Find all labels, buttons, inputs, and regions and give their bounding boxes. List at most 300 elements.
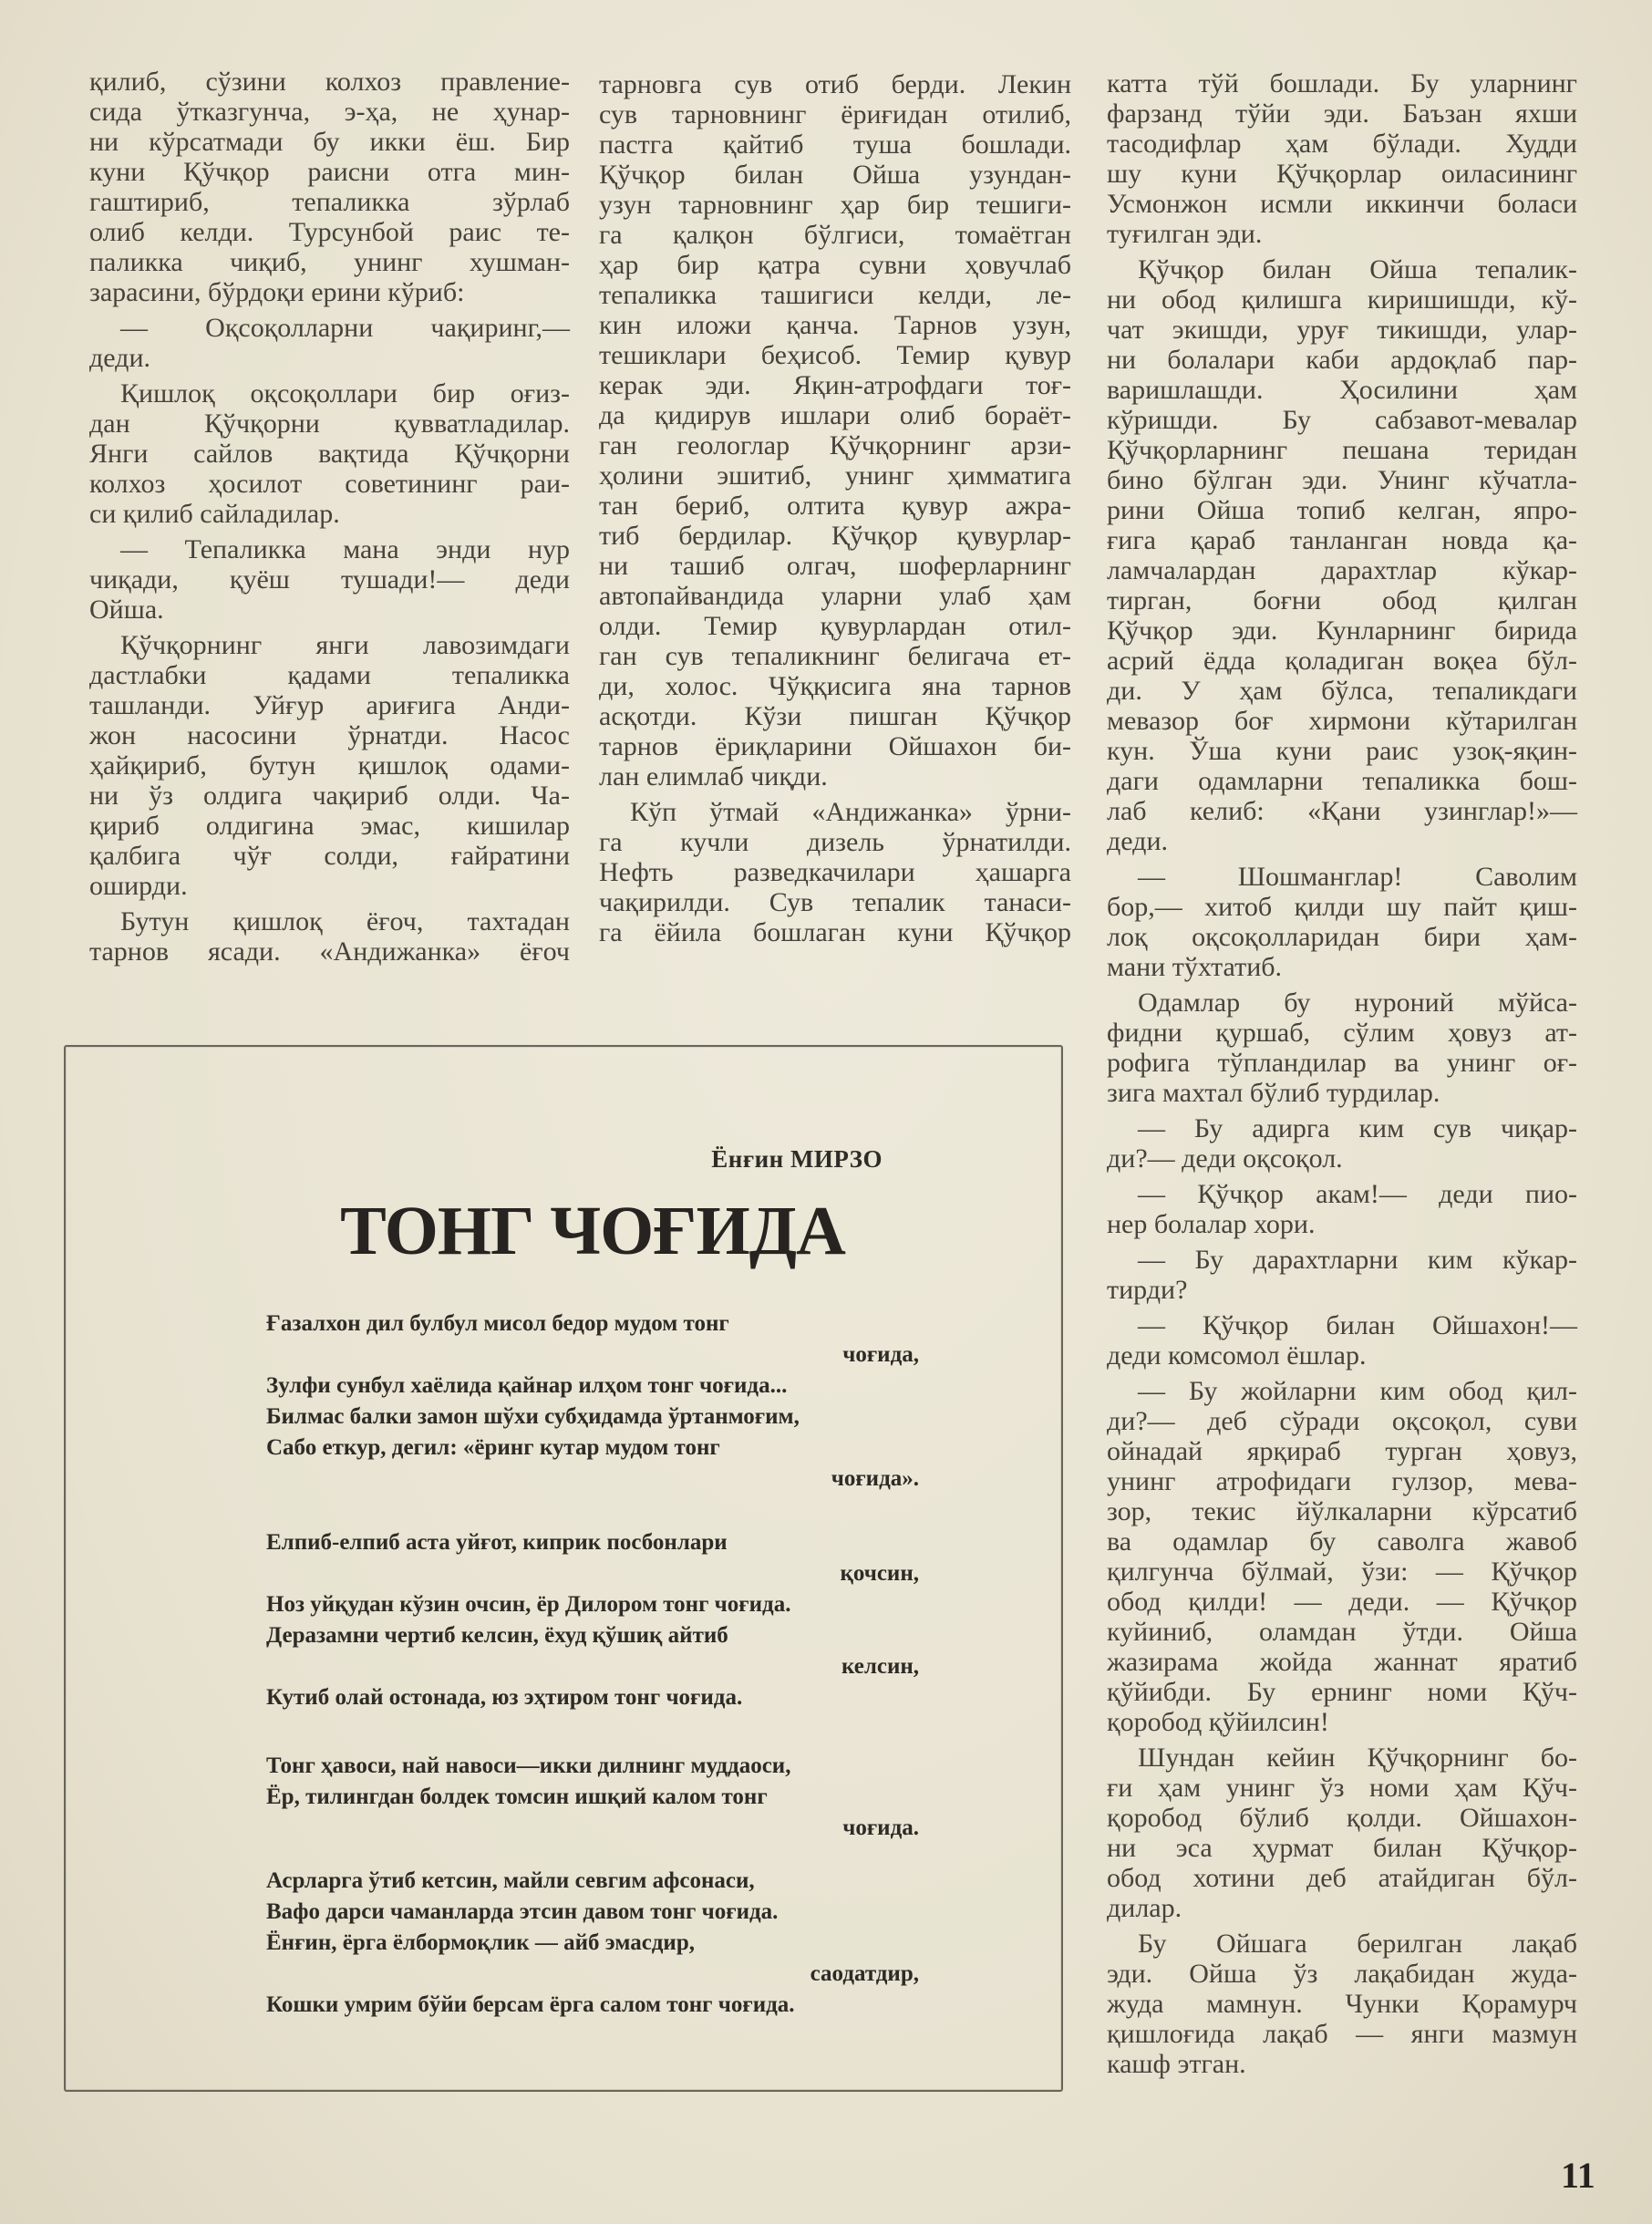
- text-line: [1107, 706, 1577, 736]
- text-line: [1107, 1929, 1577, 1959]
- text-line: [1107, 1179, 1577, 1209]
- text-line: [599, 671, 1071, 701]
- text-line: [1107, 219, 1577, 249]
- text-line-content: бор,— хитоб қилди шу пайт қиш-: [1107, 892, 1577, 922]
- text-line-content: эди. Ойша ўз лақабидан жуда-: [1107, 1959, 1577, 1989]
- text-line-content: Ойша.: [89, 595, 164, 625]
- text-line-content: га қалқон бўлгиси, томаётган: [599, 220, 1071, 250]
- verse-text: Ноз уйқудан кўзин очсин, ёр Дилором тонг чоғида.: [266, 1592, 791, 1617]
- text-line: [599, 761, 1071, 791]
- text-line: [1107, 676, 1577, 706]
- text-line-content: кўришди. Бу сабзавот-мевалар: [1107, 405, 1577, 435]
- text-line: [89, 313, 570, 343]
- text-line: [1107, 1436, 1577, 1466]
- text-column-2: [599, 69, 1071, 953]
- text-line: [599, 190, 1071, 220]
- text-line-content: си қилиб сайладилар.: [89, 499, 340, 529]
- verse-line: [266, 1928, 919, 1959]
- text-line: [1107, 1557, 1577, 1587]
- verse-text: Кутиб олай остонада, юз эҳтиром тонг чоғида.: [266, 1685, 743, 1710]
- text-line-content: ни ўз олдига чақириб олди. Ча-: [89, 781, 570, 811]
- poem-stanza: [266, 1527, 919, 1713]
- text-line: [1107, 495, 1577, 525]
- verse-line: [266, 1682, 919, 1713]
- text-line: [1107, 1406, 1577, 1436]
- text-line: [1107, 345, 1577, 375]
- text-line: [1107, 1526, 1577, 1557]
- text-line: [1107, 892, 1577, 922]
- verse-line: [266, 1866, 919, 1897]
- text-line-content: Нефть разведкачилари ҳашарга: [599, 857, 1071, 887]
- text-line-content: зор, текис йўлкаларни кўрсатиб: [1107, 1496, 1577, 1526]
- verse-text: Вафо дарси чаманларда этсин давом тонг чоғида.: [266, 1899, 779, 1924]
- text-line-content: лаб келиб: «Қани узинглар!»—: [1107, 796, 1577, 826]
- text-line-content: ди, холос. Чўққисига яна тарнов: [599, 671, 1071, 701]
- text-line-content: фарзанд тўйи эди. Баъзан яхши: [1107, 98, 1577, 129]
- text-line-content: шу куни Қўчқорлар оиласининг: [1107, 159, 1577, 189]
- paragraph: [1107, 1929, 1577, 2079]
- text-line: [1107, 1143, 1577, 1174]
- paragraph: [89, 378, 570, 529]
- text-line: [1107, 1959, 1577, 1989]
- text-line: [599, 641, 1071, 671]
- verse-wrap-text: келсин,: [841, 1654, 919, 1679]
- text-line-content: Кўп ўтмай «Андижанка» ўрни-: [630, 797, 1071, 827]
- text-line: [89, 343, 570, 373]
- text-line-content: — Тепаликка мана энди нур: [120, 534, 570, 564]
- text-line-content: тарнов ясади. «Андижанка» ёғоч: [89, 936, 570, 967]
- text-line: [1107, 1340, 1577, 1371]
- text-line-content: Одамлар бу нуроний мўйса-: [1138, 988, 1577, 1018]
- text-line: [599, 400, 1071, 430]
- text-line: [599, 370, 1071, 400]
- verse-line: [266, 1309, 919, 1340]
- text-line: [599, 250, 1071, 280]
- text-line: [1107, 284, 1577, 315]
- text-line: [1107, 1496, 1577, 1526]
- text-line: [89, 439, 570, 469]
- text-line: [1107, 2049, 1577, 2079]
- text-line: [599, 551, 1071, 581]
- text-line-content: ламчалардан дарахтлар кўкар-: [1107, 555, 1577, 585]
- text-line-content: зарасини, бўрдоқи ерини кўриб:: [89, 277, 465, 307]
- text-line-content: Қўчқор эди. Кунларнинг бирида: [1107, 615, 1577, 646]
- verse-line: [266, 1589, 919, 1620]
- verse-line-wrap: [266, 1959, 919, 1990]
- paragraph: [599, 797, 1071, 947]
- text-line: [1107, 405, 1577, 435]
- text-line: [89, 841, 570, 871]
- text-line-content: ҳолини эшитиб, унинг ҳимматига: [599, 460, 1071, 491]
- text-line-content: ғи ҳам унинг ўз номи ҳам Қўч-: [1107, 1773, 1577, 1803]
- text-line-content: бино бўлган эди. Унинг кўчатла-: [1107, 465, 1577, 495]
- paragraph: [89, 534, 570, 625]
- text-line: [1107, 2019, 1577, 2049]
- verse-text: Зулфи сунбул хаёлида қайнар илҳом тонг чоғида...: [266, 1373, 788, 1398]
- verse-line-wrap: [266, 1651, 919, 1682]
- verse-line-wrap: [266, 1464, 919, 1495]
- text-line: [1107, 1893, 1577, 1923]
- text-line: [599, 521, 1071, 551]
- text-line-content: асрий ёдда қоладиган воқеа бўл-: [1107, 646, 1577, 676]
- text-line-content: га кучли дизель ўрнатилди.: [599, 827, 1071, 857]
- text-line-content: колхоз ҳосилот советининг раи-: [89, 469, 570, 499]
- text-line: [1107, 129, 1577, 159]
- text-line: [89, 217, 570, 247]
- text-line-content: тирди?: [1107, 1275, 1188, 1305]
- text-line: [89, 499, 570, 529]
- text-line-content: Бутун қишлоқ ёғоч, тахтадан: [120, 906, 570, 936]
- text-line-content: Қишлоқ оқсоқоллари бир оғиз-: [120, 378, 570, 409]
- text-line-content: обод қилди! — деди. — Қўчқор: [1107, 1587, 1577, 1617]
- paragraph: [1107, 1179, 1577, 1239]
- text-line: [599, 797, 1071, 827]
- text-line: [599, 491, 1071, 521]
- verse-text: Билмас балки замон шўхи субҳидамда ўртанмоғим,: [266, 1404, 800, 1429]
- text-line: [599, 701, 1071, 731]
- paragraph: [1107, 1743, 1577, 1923]
- text-line-content: рофига тўпландилар ва унинг оғ-: [1107, 1048, 1577, 1078]
- text-line: [89, 720, 570, 750]
- text-line-content: рини Ойша топиб келган, япро-: [1107, 495, 1577, 525]
- text-line-content: ди?— деб сўради оқсоқол, суви: [1107, 1406, 1577, 1436]
- text-column-1: [89, 67, 570, 972]
- text-line: [1107, 1707, 1577, 1737]
- text-line-content: зига махтал бўлиб турдилар.: [1107, 1078, 1440, 1108]
- text-line: [1107, 98, 1577, 129]
- text-line: [1107, 585, 1577, 615]
- text-line: [1107, 1773, 1577, 1803]
- text-line: [89, 187, 570, 217]
- verse-line: [266, 1402, 919, 1433]
- text-line-content: автопайвандида уларни улаб ҳам: [599, 581, 1071, 611]
- text-line-content: Қўчқорларнинг пешана теридан: [1107, 435, 1577, 465]
- text-line-content: қоробод бўлиб қолди. Ойшахон-: [1107, 1803, 1577, 1833]
- text-line: [89, 277, 570, 307]
- text-line: [89, 936, 570, 967]
- text-line: [599, 160, 1071, 190]
- text-line-content: катта тўй бошлади. Бу уларнинг: [1107, 68, 1577, 98]
- text-line-content: Қўчқор билан Ойша узундан-: [599, 160, 1071, 190]
- text-line: [1107, 315, 1577, 345]
- text-line: [1107, 1245, 1577, 1275]
- paragraph: [1107, 988, 1577, 1108]
- text-line: [599, 430, 1071, 460]
- text-line: [89, 157, 570, 187]
- text-line-content: жазирама жойда жаннат яратиб: [1107, 1647, 1577, 1677]
- text-line-content: Бу Ойшага берилган лақаб: [1138, 1929, 1577, 1959]
- text-line-content: асқотди. Кўзи пишган Қўчқор: [599, 701, 1071, 731]
- text-line-content: тиб бердилар. Қўчқор қувурлар-: [599, 521, 1071, 551]
- text-line-content: тешиклари беҳисоб. Темир қувур: [599, 340, 1071, 370]
- text-line-content: ғига қараб танланган новда қа-: [1107, 525, 1577, 555]
- text-line: [1107, 736, 1577, 766]
- verse-text: Ғазалхон дил булбул мисол бедор мудом тонг: [266, 1311, 729, 1336]
- verse-line-wrap: [266, 1813, 919, 1844]
- text-line-content: паликка чиқиб, унинг хушман-: [89, 247, 570, 277]
- text-line-content: мани тўхтатиб.: [1107, 952, 1283, 982]
- text-line-content: чиқади, қуёш тушади!— деди: [89, 564, 570, 595]
- text-line: [1107, 988, 1577, 1018]
- text-line: [1107, 922, 1577, 952]
- text-line-content: ойнадай ярқираб турган ҳовуз,: [1107, 1436, 1577, 1466]
- text-line-content: деди комсомол ёшлар.: [1107, 1340, 1367, 1371]
- text-line-content: Қўчқор билан Ойша тепалик-: [1138, 254, 1577, 284]
- verse-text: Ёнғин, ёрга ёлбормоқлик — айб эмасдир,: [266, 1930, 695, 1955]
- text-line-content: дан Қўчқорни қувватладилар.: [89, 409, 570, 439]
- text-line-content: қилиб, сўзини колхоз правление-: [89, 67, 570, 97]
- text-line: [1107, 1863, 1577, 1893]
- text-line-content: олиб келди. Турсунбой раис те-: [89, 217, 570, 247]
- text-line-content: жон насосини ўрнатди. Насос: [89, 720, 570, 750]
- text-line-content: — Бу дарахтларни ким кўкар-: [1138, 1245, 1577, 1275]
- text-line: [1107, 1803, 1577, 1833]
- text-line: [599, 731, 1071, 761]
- text-line-content: Қўчқорнинг янги лавозимдаги: [120, 630, 570, 660]
- text-line-content: лан елимлаб чиқди.: [599, 761, 828, 791]
- text-line-content: қўйибди. Бу ернинг номи Қўч-: [1107, 1677, 1577, 1707]
- text-line: [89, 564, 570, 595]
- text-line: [599, 280, 1071, 310]
- text-line: [1107, 525, 1577, 555]
- text-line: [89, 247, 570, 277]
- text-line-content: тан бериб, олтита қувур ажра-: [599, 491, 1071, 521]
- text-line-content: қоробод қўйилсин!: [1107, 1707, 1329, 1737]
- verse-text: Асрларга ўтиб кетсин, майли севгим афсонаси,: [266, 1868, 755, 1893]
- text-line: [89, 750, 570, 781]
- text-line-content: мевазор боғ хирмони кўтарилган: [1107, 706, 1577, 736]
- text-line: [599, 887, 1071, 917]
- text-line: [1107, 1833, 1577, 1863]
- text-line-content: қилгунча бўлмай, ўзи: — Қўчқор: [1107, 1557, 1577, 1587]
- text-line-content: — Оқсоқолларни чақиринг,—: [120, 313, 570, 343]
- poem-stanza: [266, 1309, 919, 1495]
- text-line: [1107, 1647, 1577, 1677]
- verse-line: [266, 1782, 919, 1813]
- text-line-content: сида ўтказгунча, э-ҳа, не ҳунар-: [89, 97, 570, 127]
- poem-author: Ёнғин МИРЗО: [711, 1145, 883, 1173]
- text-line: [1107, 254, 1577, 284]
- text-line: [1107, 1376, 1577, 1406]
- text-line-content: Шундан кейин Қўчқорнинг бо-: [1138, 1743, 1577, 1773]
- poem-stanza: [266, 1866, 919, 2021]
- verse-line-wrap: [266, 1340, 919, 1371]
- text-line-content: гаштириб, тепаликка зўрлаб: [89, 187, 570, 217]
- text-line-content: ни ташиб олгач, шоферларнинг: [599, 551, 1071, 581]
- text-line-content: даги одамларни тепаликка бош-: [1107, 766, 1577, 796]
- text-line: [1107, 1587, 1577, 1617]
- text-line: [89, 781, 570, 811]
- text-line: [1107, 1989, 1577, 2019]
- text-line: [89, 127, 570, 157]
- text-line-content: лоқ оқсоқолларидан бири ҳам-: [1107, 922, 1577, 952]
- verse-line: [266, 1990, 919, 2021]
- poem-title: ТОНГ ЧОҒИДА: [340, 1193, 845, 1269]
- text-line: [599, 220, 1071, 250]
- text-line: [89, 97, 570, 127]
- text-line-content: ди. У ҳам бўлса, тепаликдаги: [1107, 676, 1577, 706]
- text-line-content: чат экишди, уруғ тикишди, улар-: [1107, 315, 1577, 345]
- text-line: [599, 129, 1071, 160]
- text-line-content: дастлабки қадами тепаликка: [89, 660, 570, 690]
- text-line: [1107, 1677, 1577, 1707]
- text-line: [1107, 1209, 1577, 1239]
- text-line-content: дилар.: [1107, 1893, 1182, 1923]
- text-line: [1107, 189, 1577, 219]
- verse-text: Тонг ҳавоси, най навоси—икки дилнинг муддаоси,: [266, 1753, 791, 1778]
- text-line-content: ган сув тепаликнинг белигача ет-: [599, 641, 1071, 671]
- text-line: [89, 871, 570, 901]
- verse-wrap-text: чоғида.: [842, 1815, 919, 1840]
- text-line-content: — Шошманглар! Саволим: [1138, 862, 1577, 892]
- text-line: [1107, 159, 1577, 189]
- text-line-content: фидни қуршаб, сўлим ҳовуз ат-: [1107, 1018, 1577, 1048]
- text-line-content: унинг атрофидаги гулзор, мева-: [1107, 1466, 1577, 1496]
- text-line: [89, 409, 570, 439]
- text-line: [89, 906, 570, 936]
- text-line-content: Янги сайлов вақтида Қўчқорни: [89, 439, 570, 469]
- text-line-content: ни болалари каби ардоқлаб пар-: [1107, 345, 1577, 375]
- text-line: [599, 857, 1071, 887]
- text-line: [89, 660, 570, 690]
- text-line-content: узун тарновнинг ҳар бир тешиги-: [599, 190, 1071, 220]
- text-line-content: — Қўчқор билан Ойшахон!—: [1138, 1310, 1577, 1340]
- text-line-content: ҳар бир қатра сувни ҳовучлаб: [599, 250, 1071, 280]
- paragraph: [89, 906, 570, 967]
- text-line-content: олди. Темир қувурлардан отил-: [599, 611, 1071, 641]
- text-line: [1107, 1078, 1577, 1108]
- text-line: [89, 534, 570, 564]
- paragraph: [1107, 1310, 1577, 1371]
- text-line-content: ташланди. Уйғур ариғига Анди-: [89, 690, 570, 720]
- text-line: [89, 630, 570, 660]
- text-line: [599, 340, 1071, 370]
- text-line-content: куйиниб, оламдан ўтди. Ойша: [1107, 1617, 1577, 1647]
- paragraph: [1107, 1245, 1577, 1305]
- text-line: [1107, 555, 1577, 585]
- text-line: [1107, 1617, 1577, 1647]
- paragraph: [1107, 1113, 1577, 1174]
- paragraph: [1107, 254, 1577, 856]
- text-line: [1107, 1113, 1577, 1143]
- text-line-content: куни Қўчқор раисни отга мин-: [89, 157, 570, 187]
- verse-line: [266, 1527, 919, 1558]
- text-line: [1107, 1048, 1577, 1078]
- text-line: [599, 917, 1071, 947]
- text-column-3: [1107, 68, 1577, 2084]
- verse-text: Ёр, тилингдан болдек томсин ишқий калом тонг: [266, 1784, 768, 1809]
- text-line-content: туғилган эди.: [1107, 219, 1263, 249]
- text-line-content: сув тарновнинг ёриғидан отилиб,: [599, 99, 1071, 129]
- text-line: [599, 99, 1071, 129]
- text-line-content: тепаликка ташигиси келди, ле-: [599, 280, 1071, 310]
- text-line: [1107, 1310, 1577, 1340]
- verse-line-wrap: [266, 1558, 919, 1589]
- text-line: [599, 581, 1071, 611]
- text-line-content: Усмонжон исмли иккинчи боласи: [1107, 189, 1577, 219]
- paragraph: [599, 69, 1071, 791]
- verse-line: [266, 1620, 919, 1651]
- text-line-content: деди.: [89, 343, 151, 373]
- text-line-content: — Бу жойларни ким обод қил-: [1138, 1376, 1577, 1406]
- text-line-content: ган геологлар Қўчқорнинг арзи-: [599, 430, 1071, 460]
- text-line-content: га ёйила бошлаган куни Қўчқор: [599, 917, 1071, 947]
- text-line: [1107, 826, 1577, 856]
- text-line-content: тарнов ёриқларини Ойшахон би-: [599, 731, 1071, 761]
- text-line-content: ва одамлар бу саволга жавоб: [1107, 1526, 1577, 1557]
- paragraph: [89, 67, 570, 307]
- text-line: [89, 690, 570, 720]
- text-line-content: тарновга сув отиб берди. Лекин: [599, 69, 1071, 99]
- text-line-content: — Бу адирга ким сув чиқар-: [1138, 1113, 1577, 1143]
- verse-text: Сабо еткур, дегил: «ёринг кутар мудом тонг: [266, 1435, 720, 1460]
- paragraph: [1107, 862, 1577, 982]
- text-line-content: оширди.: [89, 871, 188, 901]
- text-line-content: пастга қайтиб туша бошлади.: [599, 129, 1071, 160]
- text-line-content: варишлашди. Ҳосилини ҳам: [1107, 375, 1577, 405]
- page-number: 11: [1561, 2155, 1595, 2196]
- text-line-content: нер болалар хори.: [1107, 1209, 1316, 1239]
- poem-stanza: [266, 1751, 919, 1844]
- text-line: [89, 378, 570, 409]
- text-line-content: деди.: [1107, 826, 1169, 856]
- text-line-content: — Қўчқор акам!— деди пио-: [1138, 1179, 1577, 1209]
- text-line: [599, 460, 1071, 491]
- text-line-content: да қидирув ишлари олиб бораёт-: [599, 400, 1071, 430]
- text-line: [599, 611, 1071, 641]
- text-line: [1107, 1466, 1577, 1496]
- verse-text: Елпиб-елпиб аста уйғот, киприк посбонлари: [266, 1530, 728, 1555]
- verse-line: [266, 1897, 919, 1928]
- text-line: [89, 469, 570, 499]
- verse-line: [266, 1433, 919, 1464]
- text-line: [1107, 615, 1577, 646]
- text-line: [89, 811, 570, 841]
- verse-text: Деразамни чертиб келсин, ёхуд қўшиқ айтиб: [266, 1623, 728, 1648]
- verse-wrap-text: чоғида,: [842, 1342, 919, 1367]
- text-line-content: обод хотини деб атайдиган бўл-: [1107, 1863, 1577, 1893]
- text-line: [1107, 1018, 1577, 1048]
- paragraph: [1107, 1376, 1577, 1737]
- verse-text: Кошки умрим бўйи берсам ёрга салом тонг чоғида.: [266, 1992, 795, 2017]
- text-line-content: қириб олдигина эмас, кишилар: [89, 811, 570, 841]
- text-line-content: ни кўрсатмади бу икки ёш. Бир: [89, 127, 570, 157]
- text-line-content: кин иложи қанча. Тарнов узун,: [599, 310, 1071, 340]
- verse-line: [266, 1751, 919, 1782]
- text-line-content: ҳайқириб, бутун қишлоқ одами-: [89, 750, 570, 781]
- verse-wrap-text: саодатдир,: [810, 1961, 919, 1986]
- text-line-content: ни обод қилишга киришишди, кў-: [1107, 284, 1577, 315]
- paragraph: [1107, 68, 1577, 249]
- text-line-content: тирган, боғни обод қилган: [1107, 585, 1577, 615]
- paragraph: [89, 630, 570, 901]
- text-line: [1107, 375, 1577, 405]
- text-line: [1107, 435, 1577, 465]
- text-line: [599, 310, 1071, 340]
- text-line-content: қишлоғида лақаб — янги мазмун: [1107, 2019, 1577, 2049]
- text-line-content: чақирилди. Сув тепалик танаси-: [599, 887, 1071, 917]
- text-line: [599, 827, 1071, 857]
- text-line: [1107, 796, 1577, 826]
- text-line-content: жуда мамнун. Чунки Қорамурч: [1107, 1989, 1577, 2019]
- text-line-content: кун. Ўша куни раис узоқ-яқин-: [1107, 736, 1577, 766]
- text-line: [1107, 465, 1577, 495]
- text-line-content: кашф этган.: [1107, 2049, 1246, 2079]
- text-line: [1107, 862, 1577, 892]
- text-line-content: қалбига чўғ солди, ғайратини: [89, 841, 570, 871]
- paragraph: [89, 313, 570, 373]
- text-line: [1107, 1743, 1577, 1773]
